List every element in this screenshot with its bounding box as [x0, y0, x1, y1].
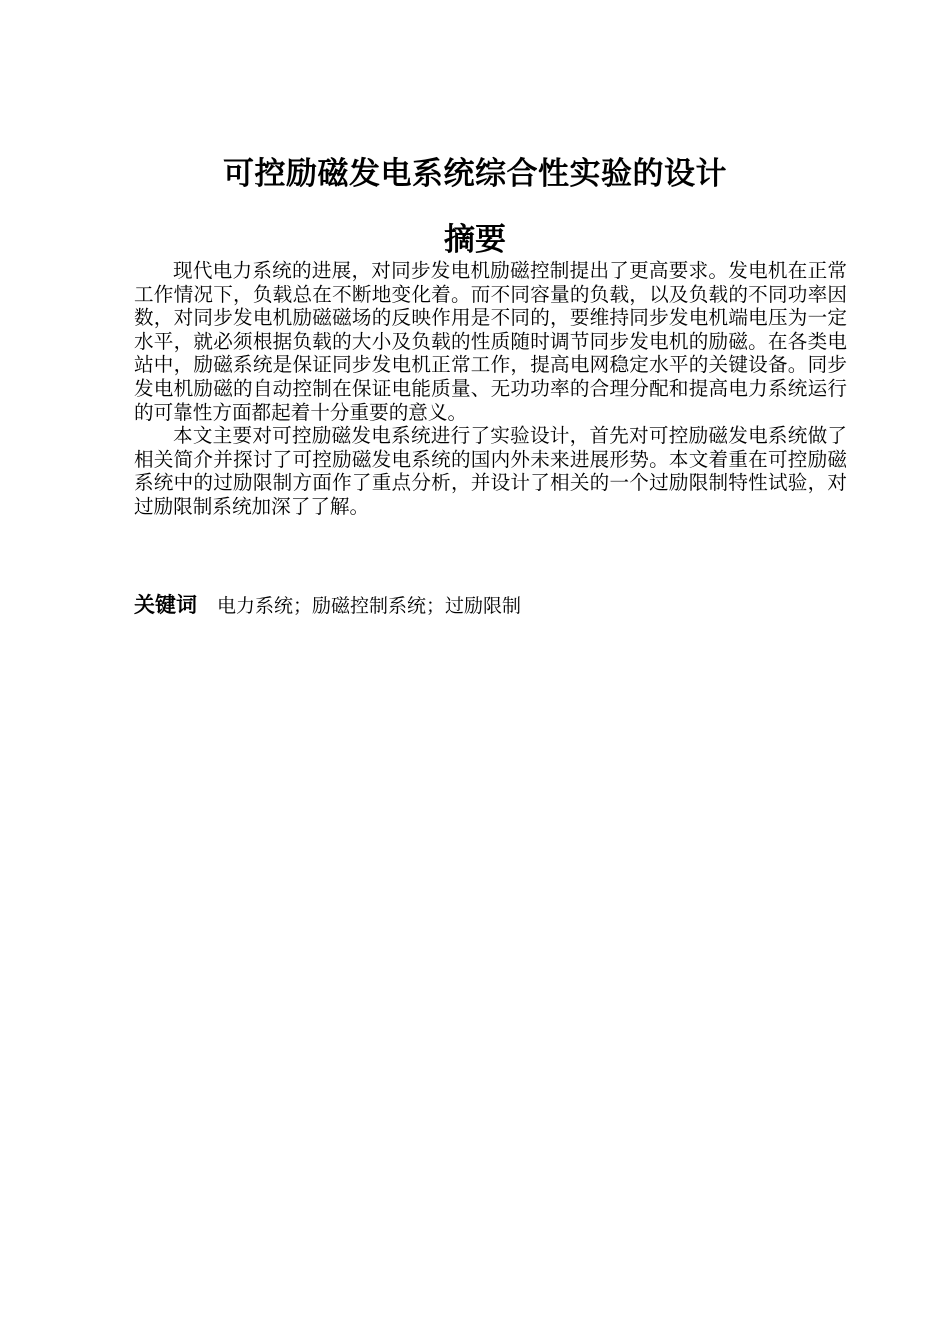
document-title: 可控励磁发电系统综合性实验的设计: [223, 156, 727, 192]
keywords-text: 电力系统；励磁控制系统；过励限制: [217, 595, 522, 617]
abstract-heading: 摘要: [444, 222, 506, 258]
keywords-line: [134, 591, 847, 622]
abstract-paragraph-2: 本文主要对可控励磁发电系统进行了实验设计，首先对可控励磁发电系统做了相关简介并探讨了可控励磁发电系统的国内外未来进展形势。本文着重在可控励磁系统中的过励限制方面作了重点分析，并设计了相关的一个过励限制特性试验，对过励限制系统加深了了解。: [134, 424, 847, 518]
abstract-body: [134, 259, 847, 519]
abstract-paragraph-1: 现代电力系统的进展，对同步发电机励磁控制提出了更高要求。发电机在正常工作情况下，负载总在不断地变化着。而不同容量的负载，以及负载的不同功率因数，对同步发电机励磁磁场的反映作用是不同的，要维持同步发电机端电压为一定水平，就必须根据负载的大小及负载的性质随时调节同步发电机的励磁。在各类电站中，励磁系统是保证同步发电机正常工作，提高电网稳定水平的关键设备。同步发电机励磁的自动控制在保证电能质量、无功功率的合理分配和提高电力系统运行的可靠性方面都起着十分重要的意义。: [134, 259, 847, 424]
keywords-label: 关键词: [134, 593, 197, 617]
